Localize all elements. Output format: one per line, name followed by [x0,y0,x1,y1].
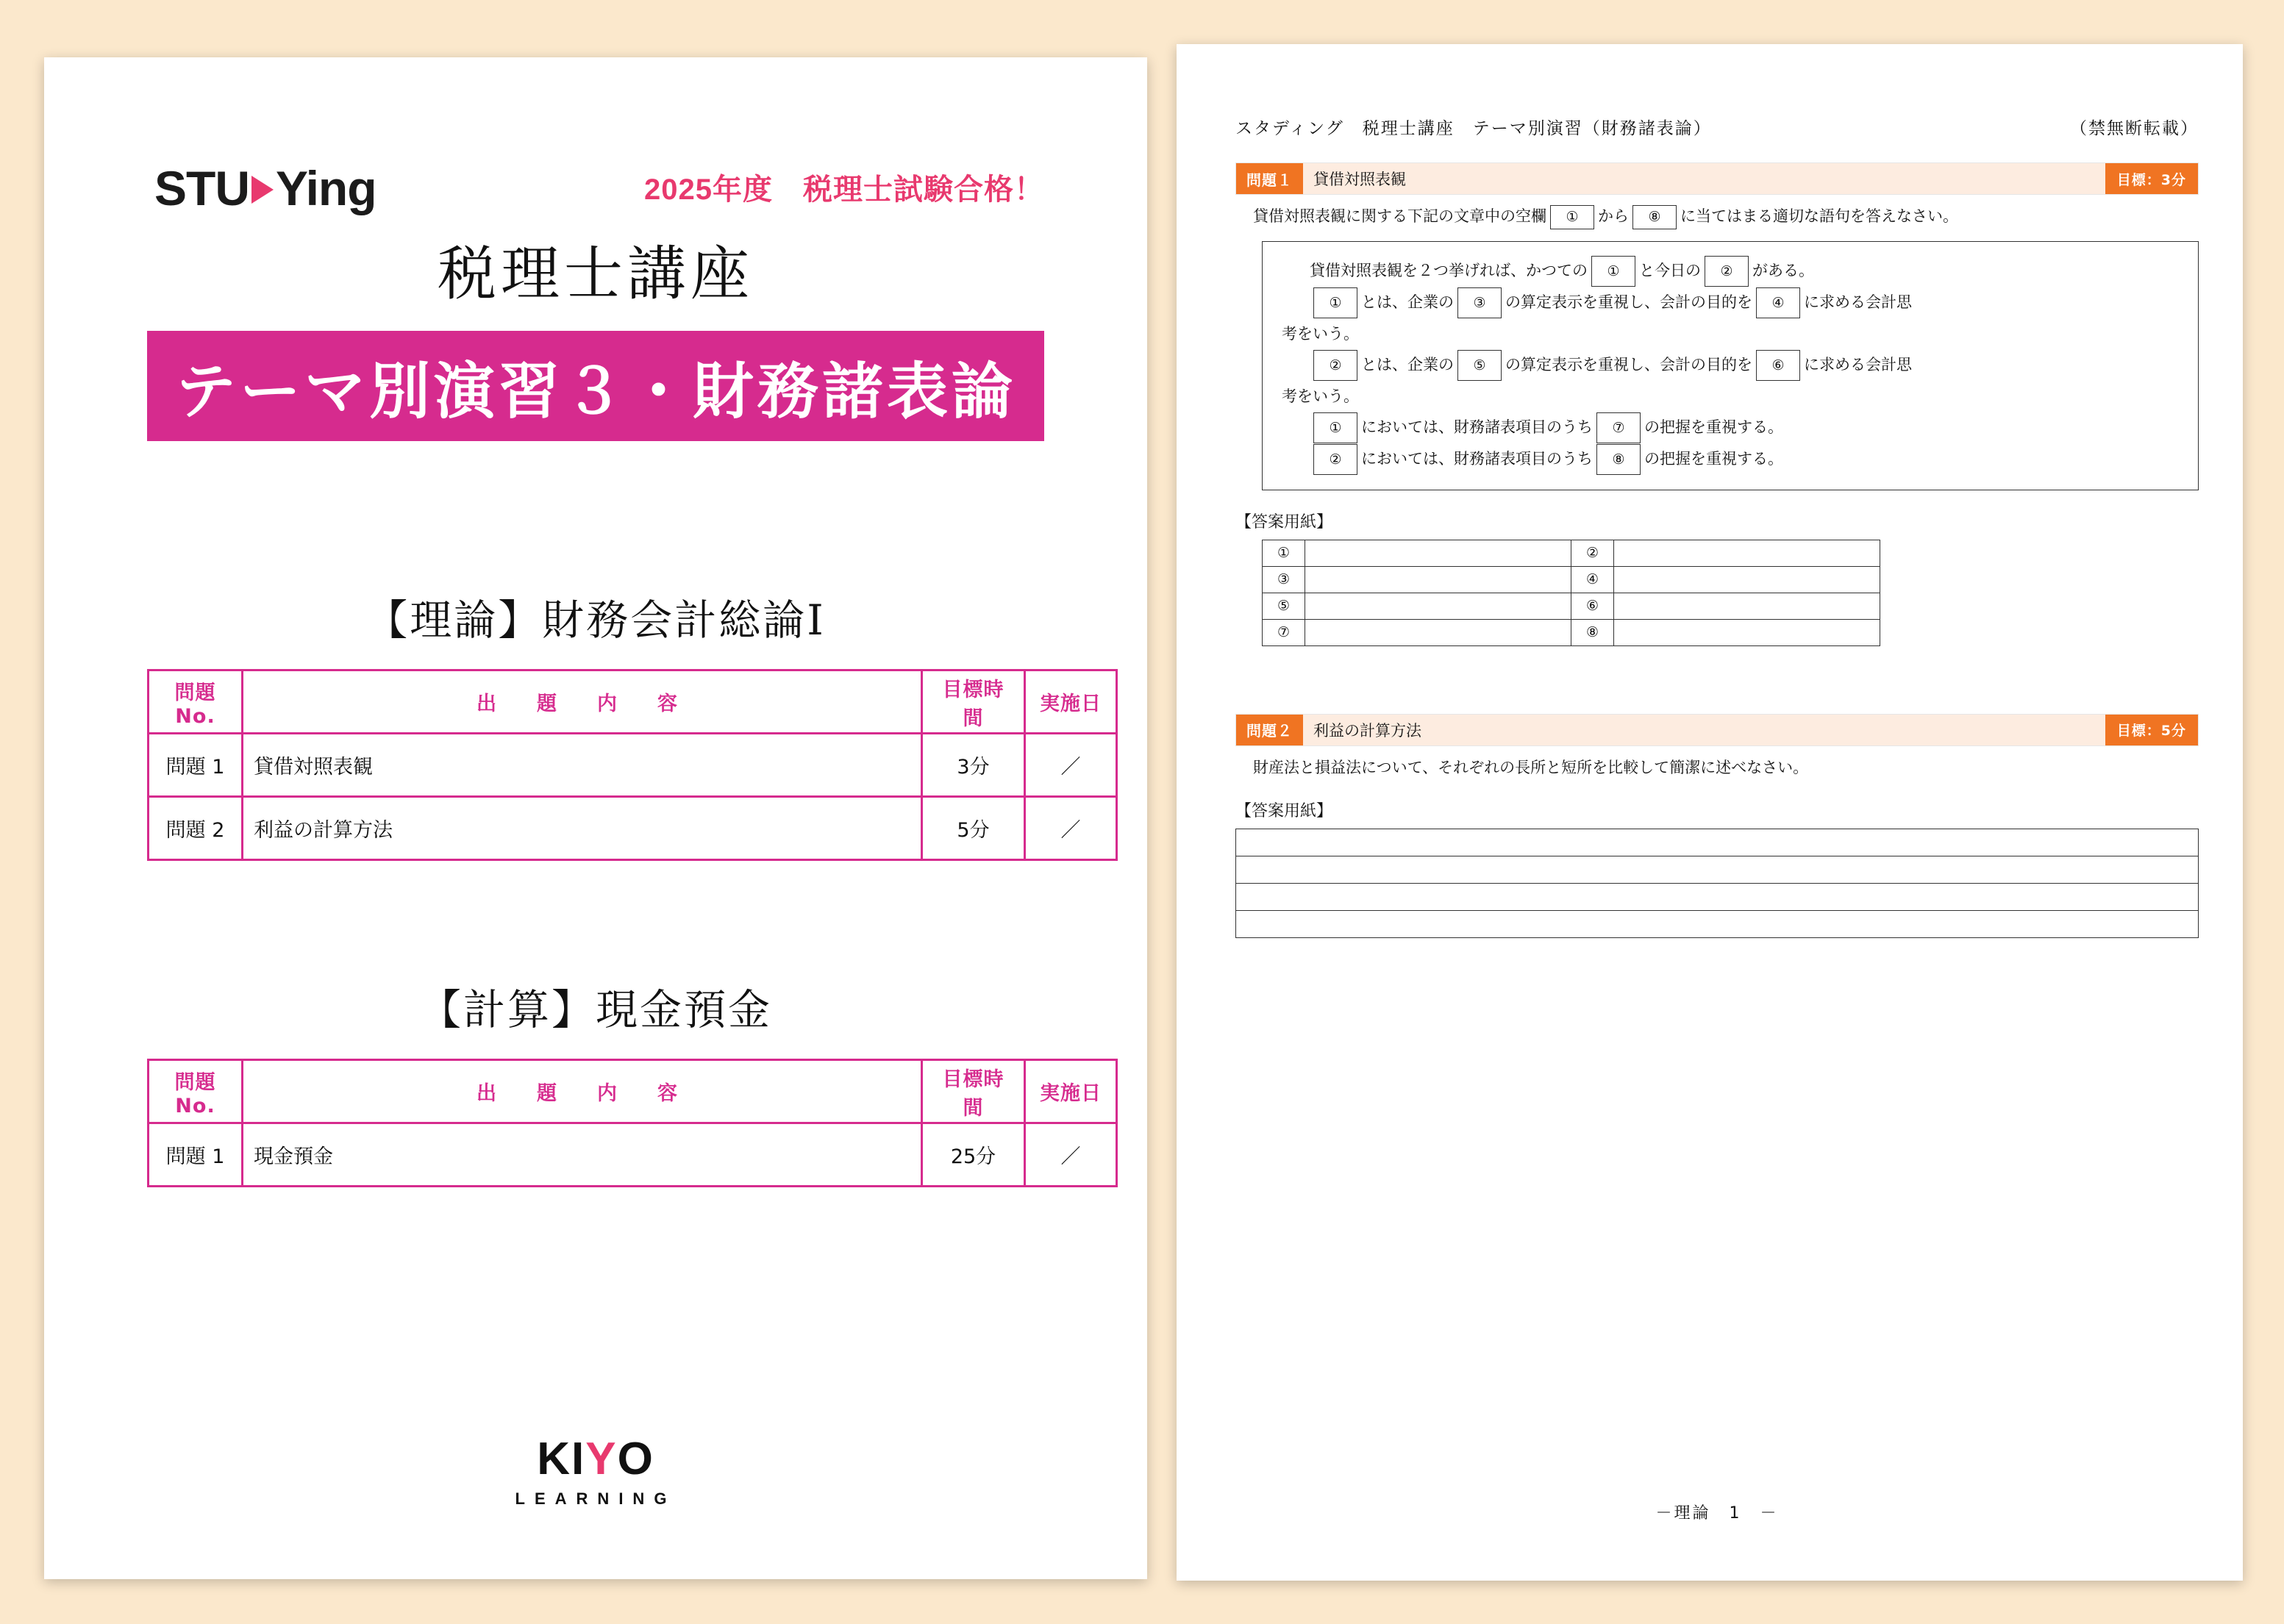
row-question-no: 問題 1 [149,734,243,797]
table-row [149,797,1117,860]
passage-text: 貸借対照表観を２つ挙げれば、かつての [1310,261,1588,279]
theme-band-label: テーマ別演習３・財務諸表論 [175,355,1016,427]
problem-content [1235,115,2199,1537]
studying-logo-text [154,160,376,216]
row-question-no: 問題 1 [149,1123,243,1187]
passage-blank: ⑧ [1596,444,1641,475]
table-header-row [149,1060,1117,1123]
answer-row [1263,619,1880,645]
row-date: ／ [1025,1123,1117,1187]
answer-number: ② [1571,540,1614,566]
passage-text: の算定表示を重視し、会計の目的を [1505,355,1752,373]
answer-input-cell[interactable] [1305,619,1571,645]
passage-blank: ① [1591,256,1635,287]
instruction-pre: 貸借対照表観に関する下記の文章中の空欄 [1253,207,1546,225]
answer-row [1263,540,1880,566]
instruction-post: に当てはまる適切な語句を答えなさい。 [1680,207,1958,225]
running-header-right: （禁無断転載） [2070,119,2199,138]
row-question-no: 問題 2 [149,797,243,860]
question2-goal: 目標：5分 [2105,715,2198,745]
col-content: 出 題 内 容 [243,670,922,734]
answer-line-row[interactable] [1236,911,2199,938]
answer-input-cell[interactable] [1305,540,1571,566]
passage-line [1282,443,2179,475]
question1-tag: 問題１ [1236,163,1303,194]
passage-line [1282,287,2179,318]
row-content: 現金預金 [243,1123,922,1187]
row-content: 貸借対照表観 [243,734,922,797]
row-date: ／ [1025,734,1117,797]
passage-line [1282,412,2179,443]
col-target-time: 目標時間 [922,670,1025,734]
row-content: 利益の計算方法 [243,797,922,860]
section-heading-calculation: 【計算】現金預金 [419,986,772,1034]
passage-text: の把握を重視する。 [1644,418,1783,436]
row-date: ／ [1025,797,1117,860]
col-question-no: 問題No. [149,1060,243,1123]
passage-text: とは、企業の [1361,355,1454,373]
passage-line: 考をいう。 [1282,387,1359,405]
row-time: 25分 [922,1123,1025,1187]
passage-line [1282,255,2179,287]
question1-passage [1262,241,2199,490]
passage-text: の算定表示を重視し、会計の目的を [1505,293,1752,311]
question1-title: 貸借対照表観 [1303,163,2105,194]
year-tagline: 2025年度 税理士試験合格！ [644,174,1044,206]
table-row [149,734,1117,797]
col-date: 実施日 [1025,670,1117,734]
question1-instruction [1253,205,2199,229]
question2-title: 利益の計算方法 [1303,715,2105,745]
passage-blank: ② [1313,350,1357,381]
studying-logo-part1: STU [154,161,249,215]
passage-text: と今日の [1639,261,1701,279]
question2-bar [1235,714,2199,746]
answer-number: ① [1263,540,1305,566]
question2-block [1235,714,2199,939]
row-time: 5分 [922,797,1025,860]
passage-blank: ⑤ [1457,350,1502,381]
answer-input-cell[interactable] [1305,566,1571,593]
calculation-question-table [147,1059,1118,1187]
passage-blank: ⑦ [1596,412,1641,443]
answer-line-row[interactable] [1236,856,2199,884]
instruction-blank-last: ⑧ [1632,205,1677,229]
passage-blank: ② [1313,444,1357,475]
answer-row [1263,566,1880,593]
answer-input-cell[interactable] [1614,540,1880,566]
answer-input-cell[interactable] [1614,619,1880,645]
question1-answer-grid [1262,540,1880,646]
kiyo-learning-logo [44,1433,1147,1509]
theory-question-table [147,669,1118,861]
passage-blank: ① [1313,287,1357,318]
question1-bar [1235,162,2199,195]
passage-blank: ④ [1756,287,1800,318]
question2-answer-lines [1235,829,2199,938]
kiyo-logo-subtitle: LEARNING [515,1489,677,1508]
col-question-no: 問題No. [149,670,243,734]
passage-text: とは、企業の [1361,293,1454,311]
answer-input-cell[interactable] [1614,566,1880,593]
col-content: 出 題 内 容 [243,1060,922,1123]
answer-line-cell[interactable] [1236,856,2199,884]
answer-input-cell[interactable] [1614,593,1880,619]
passage-line [1282,349,2179,381]
question1-answer-label: 【答案用紙】 [1235,512,1333,532]
kiyo-logo-accent: Y [585,1434,618,1484]
answer-line-cell[interactable] [1236,911,2199,938]
col-date: 実施日 [1025,1060,1117,1123]
answer-number: ⑤ [1263,593,1305,619]
col-target-time: 目標時間 [922,1060,1025,1123]
answer-line-cell[interactable] [1236,884,2199,911]
running-header-left: スタディング 税理士講座 テーマ別演習（財務諸表論） [1235,119,1712,138]
table-header-row [149,670,1117,734]
answer-line-row[interactable] [1236,829,2199,856]
question2-instruction: 財産法と損益法について、それぞれの長所と短所を比較して簡潔に述べなさい。 [1253,758,1809,776]
problem-page [1177,44,2243,1581]
question2-tag: 問題２ [1236,715,1303,745]
passage-text: の把握を重視する。 [1644,449,1783,468]
cover-page [44,57,1147,1579]
instruction-mid: から [1598,207,1629,225]
cover-content [44,57,1147,1579]
table-row [149,1123,1117,1187]
answer-number: ⑦ [1263,619,1305,645]
row-time: 3分 [922,734,1025,797]
passage-blank: ② [1705,256,1749,287]
passage-text: に求める会計思 [1804,355,1912,373]
answer-number: ④ [1571,566,1614,593]
passage-text: においては、財務諸表項目のうち [1361,418,1593,436]
answer-row [1263,593,1880,619]
passage-line: 考をいう。 [1282,324,1359,343]
answer-number: ③ [1263,566,1305,593]
passage-text: においては、財務諸表項目のうち [1361,449,1593,468]
passage-blank: ③ [1457,287,1502,318]
section-heading-theory: 【理論】財務会計総論Ⅰ [365,596,826,645]
studying-logo [154,160,376,216]
passage-text: がある。 [1752,261,1814,279]
answer-input-cell[interactable] [1305,593,1571,619]
play-triangle-icon [251,176,274,204]
studying-logo-part2: Ying [276,161,376,215]
question2-answer-label: 【答案用紙】 [1235,802,1333,820]
answer-number: ⑧ [1571,619,1614,645]
answer-line-row[interactable] [1236,884,2199,911]
answer-number: ⑥ [1571,593,1614,619]
kiyo-logo-post: O [617,1434,654,1484]
answer-line-cell[interactable] [1236,829,2199,856]
passage-blank: ① [1313,412,1357,443]
question1-goal: 目標：3分 [2105,163,2198,194]
course-title: 税理士講座 [438,240,754,308]
passage-text: に求める会計思 [1804,293,1912,311]
theme-band [147,331,1044,441]
page-footer: －理論 1 － [1655,1504,1779,1523]
page-running-header [1235,115,2199,152]
kiyo-logo-pre: KI [537,1434,586,1484]
instruction-blank-first: ① [1550,205,1594,229]
kiyo-logo-text [44,1433,1147,1485]
passage-blank: ⑥ [1756,350,1800,381]
